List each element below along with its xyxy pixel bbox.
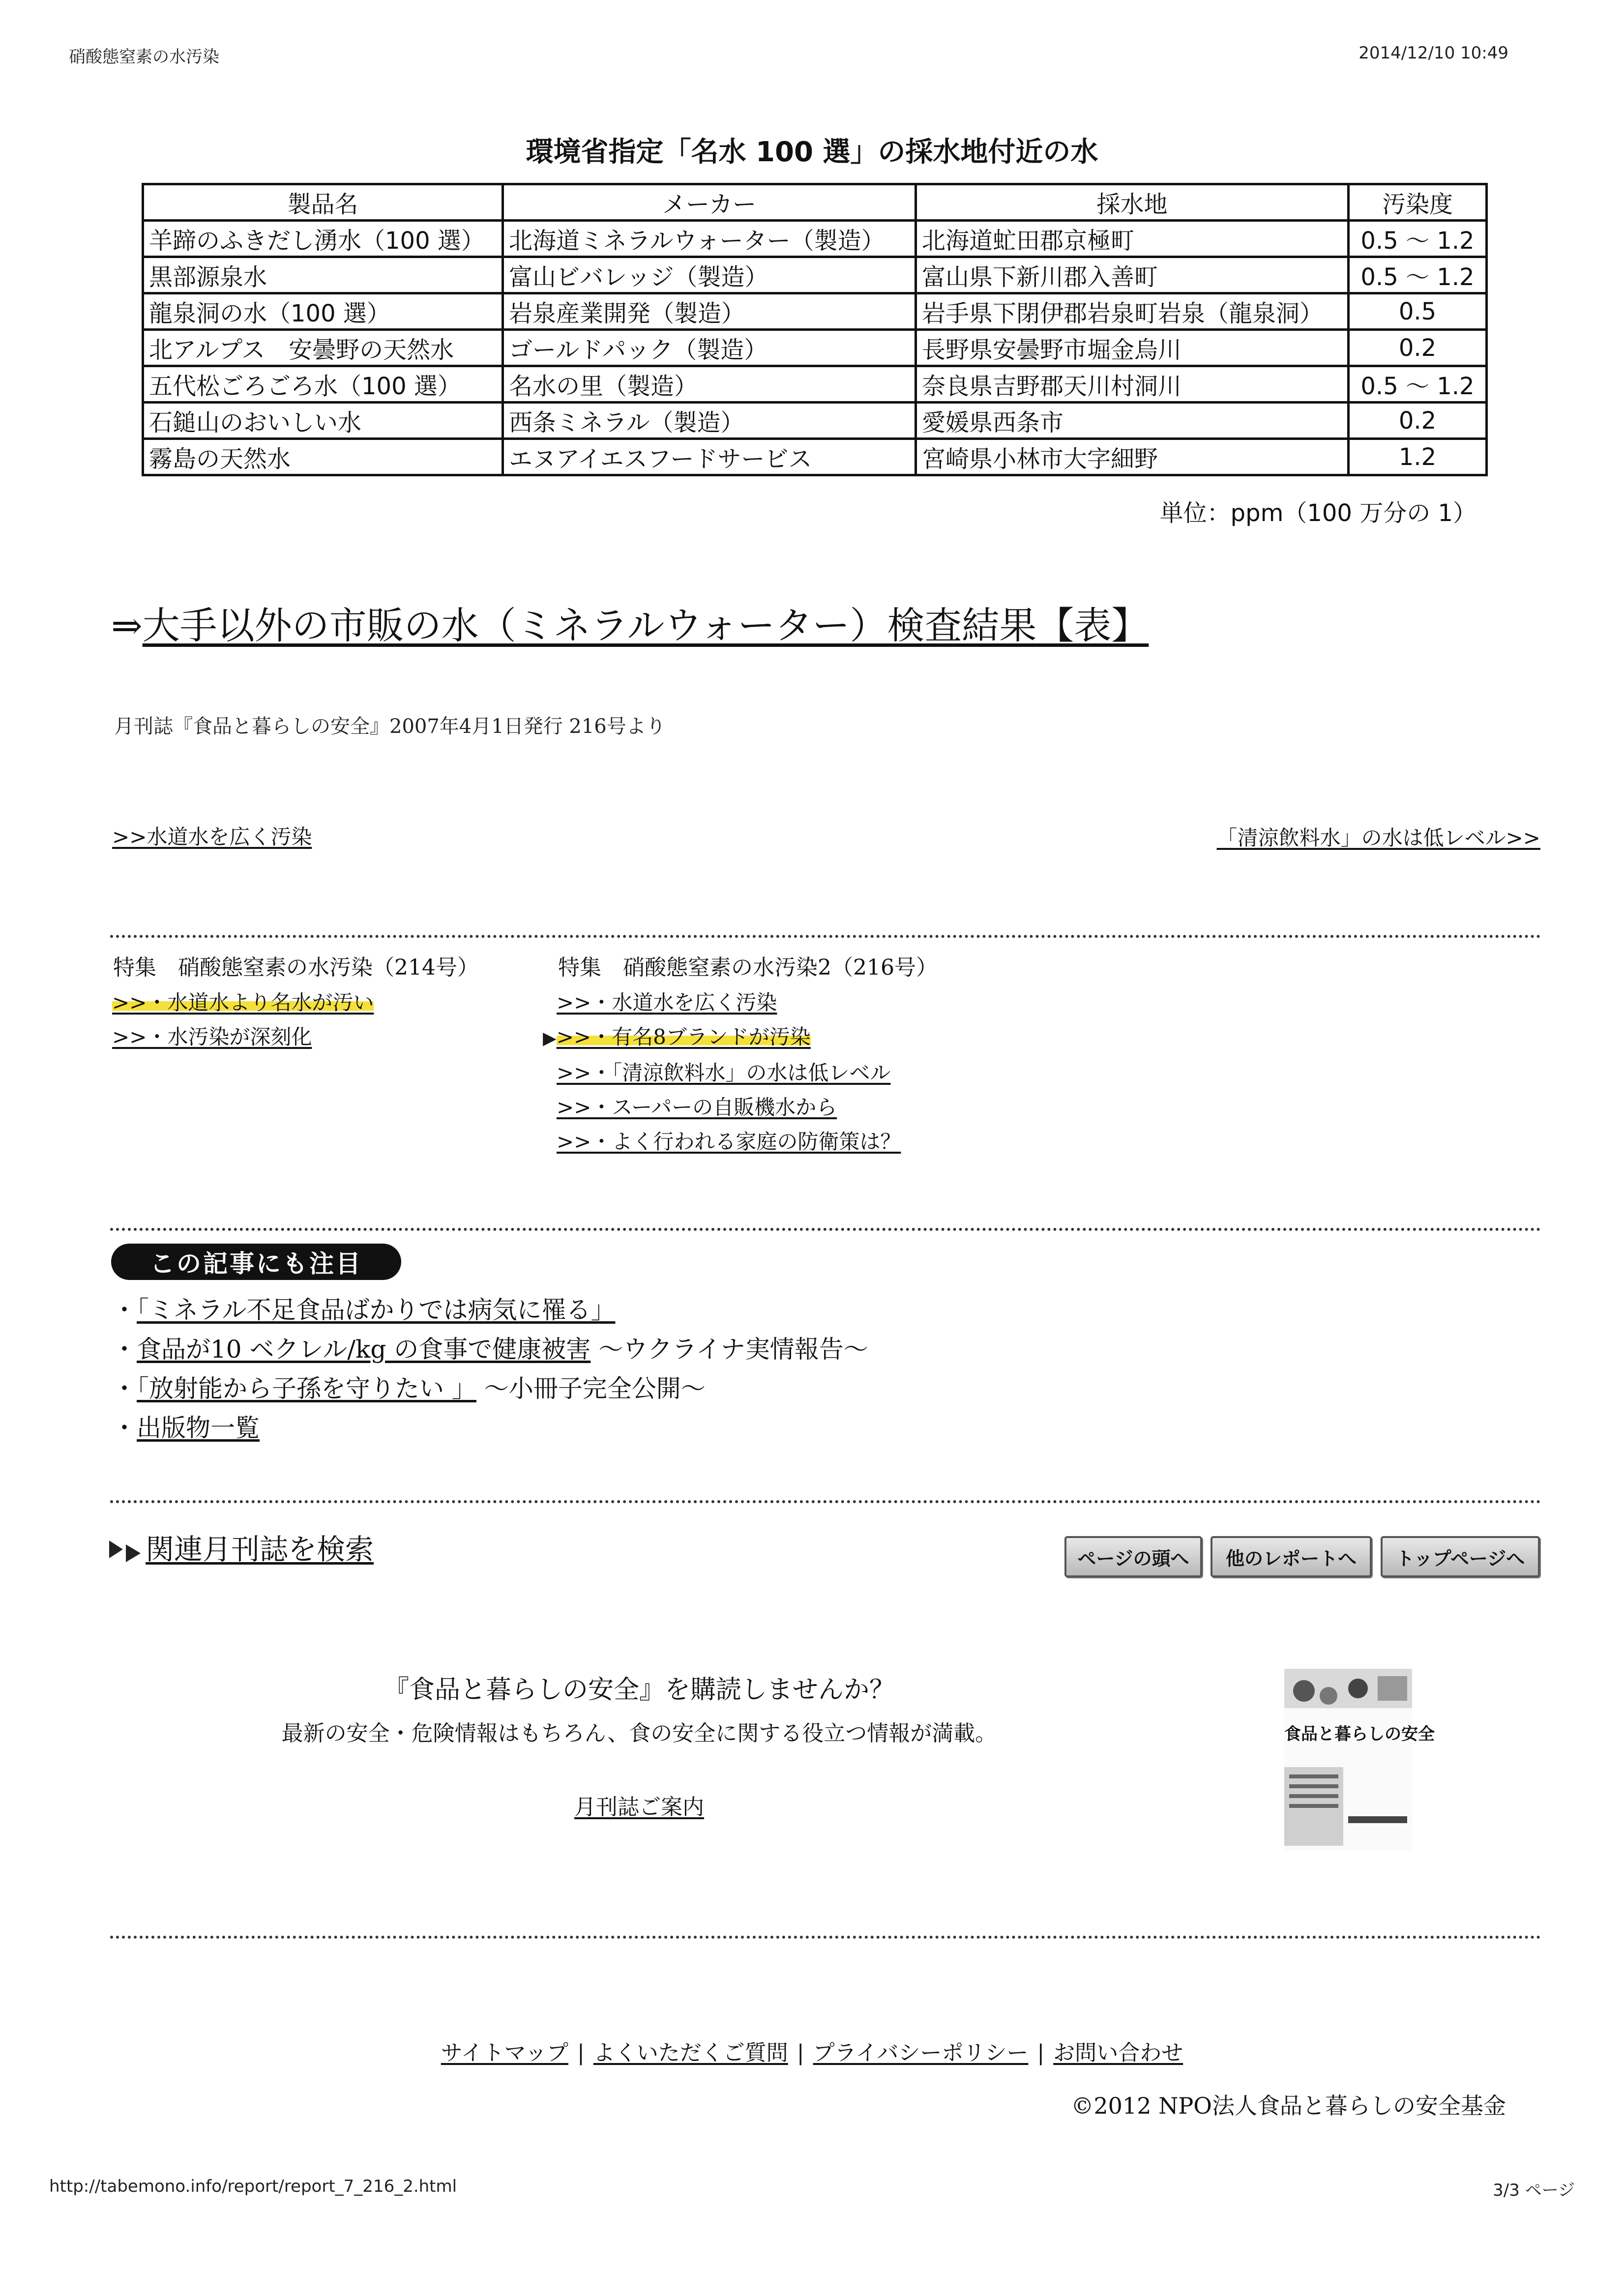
feature-216-link[interactable]: >>・水道水を広く汚染 — [557, 990, 777, 1015]
notice-link[interactable]: 「ミネラル不足食品ばかりでは病気に罹る」 — [137, 1296, 616, 1324]
feature-214-heading: 特集 硝酸態窒素の水汚染（214号） — [113, 955, 479, 980]
feature-216-link[interactable]: >>・「清涼飲料水」の水は低レベル — [557, 1061, 891, 1085]
table-cell: 北アルプス 安曇野の天然水 — [143, 330, 503, 366]
current-page-marker-icon: ▶ — [543, 1028, 557, 1048]
magazine-cover-image[interactable] — [1284, 1669, 1435, 1851]
notice-link[interactable]: 出版物一覧 — [137, 1414, 260, 1442]
table-cell: 0.5 ～ 1.2 — [1349, 221, 1487, 257]
notice-badge: この記事にも注目 — [111, 1244, 401, 1280]
section-divider — [110, 1228, 1541, 1231]
table-cell: 富山県下新川郡入善町 — [916, 257, 1349, 293]
table-cell: 0.2 — [1349, 330, 1487, 366]
print-header-datetime: 2014/12/10 10:49 — [1358, 43, 1508, 63]
mineral-water-results-link[interactable] — [111, 596, 1149, 649]
table-cell: 西条ミネラル（製造） — [503, 403, 916, 439]
table-cell: 岩手県下閉伊郡岩泉町岩泉（龍泉洞） — [916, 293, 1349, 330]
table-cell: 名水の里（製造） — [503, 366, 916, 403]
magazine-cover-title: 食品と暮らしの安全 — [1284, 1724, 1435, 1744]
notice-list — [112, 1290, 868, 1448]
table-cell: エヌアイエスフードサービス — [503, 439, 916, 475]
table-row — [143, 403, 1487, 439]
table-header-cell: メーカー — [503, 184, 916, 221]
footer-link-sitemap[interactable]: サイトマップ — [441, 2040, 568, 2065]
table-cell: 龍泉洞の水（100 選） — [143, 293, 503, 330]
table-header-cell: 採水地 — [916, 184, 1349, 221]
table-row — [143, 293, 1487, 330]
table-cell: 0.2 — [1349, 403, 1487, 439]
table-cell: 0.5 — [1349, 293, 1487, 330]
other-reports-button[interactable]: 他のレポートへ — [1211, 1536, 1372, 1577]
table-cell: 1.2 — [1349, 439, 1487, 475]
table-cell: 霧島の天然水 — [143, 439, 503, 475]
notice-link[interactable]: 食品が10 ベクレル/kg の食事で健康被害 — [137, 1335, 591, 1364]
feature-214-links — [112, 986, 374, 1054]
feature-216-links — [543, 986, 901, 1159]
table-row — [143, 257, 1487, 293]
table-row — [143, 330, 1487, 366]
print-footer-page: 3/3 ページ — [1493, 2180, 1575, 2200]
magazine-cover-graphic — [1284, 1669, 1412, 1851]
footer-link-faq[interactable]: よくいただくご質問 — [593, 2040, 788, 2065]
top-page-button[interactable]: トップページへ — [1381, 1536, 1540, 1577]
arrow-icon: ⇒ — [111, 604, 143, 647]
double-chevron-icon — [106, 1538, 146, 1566]
table-cell: 五代松ごろごろ水（100 選） — [143, 366, 503, 403]
table-cell: 愛媛県西条市 — [916, 403, 1349, 439]
table-unit-note: 単位：ppm（100 万分の 1） — [1159, 499, 1476, 527]
magazine-source: 月刊誌『食品と暮らしの安全』2007年4月1日発行 216号より — [114, 715, 666, 738]
feature-214-link[interactable]: >>・水汚染が深刻化 — [112, 1025, 312, 1049]
next-article-link[interactable]: 「清涼飲料水」の水は低レベル>> — [1216, 826, 1540, 850]
table-header-cell: 汚染度 — [1349, 184, 1487, 221]
table-cell: 石鎚山のおいしい水 — [143, 403, 503, 439]
table-cell: 宮崎県小林市大字細野 — [916, 439, 1349, 475]
feature-216-link-current[interactable]: >>・有名8ブランドが汚染 — [556, 1025, 811, 1049]
table-cell: 0.5 ～ 1.2 — [1349, 366, 1487, 403]
section-divider — [110, 935, 1541, 938]
table-header-row — [143, 184, 1487, 221]
table-row — [143, 439, 1487, 475]
list-item: ・食品が10 ベクレル/kg の食事で健康被害 ～ウクライナ実情報告～ — [112, 1335, 868, 1364]
copyright: ©2012 NPO法人食品と暮らしの安全基金 — [1071, 2093, 1506, 2119]
list-item: ・「放射能から子孫を守りたい 」 ～小冊子完全公開～ — [112, 1374, 706, 1403]
prev-article-link[interactable]: >>水道水を広く汚染 — [112, 825, 312, 849]
table-cell: 0.5 ～ 1.2 — [1349, 257, 1487, 293]
table-cell: 黒部源泉水 — [143, 257, 503, 293]
print-footer-url: http://tabemono.info/report/report_7_216_2.html — [49, 2177, 457, 2196]
section-divider — [110, 1500, 1541, 1503]
mineral-water-results-link-text[interactable]: 大手以外の市販の水（ミネラルウォーター）検査結果【表】 — [142, 604, 1149, 647]
footer-link-privacy[interactable]: プライバシーポリシー — [813, 2040, 1029, 2065]
notice-link[interactable]: 「放射能から子孫を守りたい 」 — [137, 1374, 476, 1403]
footer-nav: サイトマップ | よくいただくご質問 | プライバシーポリシー | お問い合わせ — [441, 2040, 1183, 2065]
footer-link-contact[interactable]: お問い合わせ — [1053, 2040, 1183, 2065]
table-cell: 富山ビバレッジ（製造） — [503, 257, 916, 293]
table-cell: 奈良県吉野郡天川村洞川 — [916, 366, 1349, 403]
feature-216-link[interactable]: >>・よく行われる家庭の防衛策は？ — [557, 1130, 901, 1154]
list-item: ・「ミネラル不足食品ばかりでは病気に罹る」 — [112, 1296, 616, 1324]
print-header-title: 硝酸態窒素の水汚染 — [69, 47, 219, 67]
subscribe-description: 最新の安全・危険情報はもちろん、食の安全に関する役立つ情報が満載。 — [281, 1721, 997, 1746]
table-header-cell: 製品名 — [143, 184, 503, 221]
table-cell: 北海道虻田郡京極町 — [916, 221, 1349, 257]
feature-216-heading: 特集 硝酸態窒素の水汚染2（216号） — [558, 955, 938, 980]
magazine-info-link[interactable]: 月刊誌ご案内 — [574, 1795, 704, 1820]
table-row — [143, 366, 1487, 403]
magazine-info-wrap — [0, 1789, 1278, 1821]
section-divider — [110, 1936, 1541, 1939]
water-pollution-table — [142, 183, 1488, 476]
feature-216-link[interactable]: >>・スーパーの自販機水から — [557, 1095, 837, 1119]
related-magazine-search-link[interactable]: 関連月刊誌を検索 — [146, 1533, 374, 1566]
subscribe-title: 『食品と暮らしの安全』を購読しませんか？ — [383, 1675, 895, 1705]
related-magazine-search[interactable] — [106, 1526, 374, 1568]
table-cell: 北海道ミネラルウォーター（製造） — [503, 221, 916, 257]
table-cell: 羊蹄のふきだし湧水（100 選） — [143, 221, 503, 257]
table-row — [143, 221, 1487, 257]
feature-214-link[interactable]: >>・水道水より名水が汚い — [112, 990, 374, 1015]
table-cell: ゴールドパック（製造） — [503, 330, 916, 366]
table-cell: 長野県安曇野市堀金烏川 — [916, 330, 1349, 366]
table-cell: 岩泉産業開発（製造） — [503, 293, 916, 330]
table-title: 環境省指定「名水 100 選」の採水地付近の水 — [526, 136, 1098, 168]
list-item: ・出版物一覧 — [112, 1414, 260, 1442]
page-top-button[interactable]: ページの頭へ — [1064, 1536, 1202, 1577]
